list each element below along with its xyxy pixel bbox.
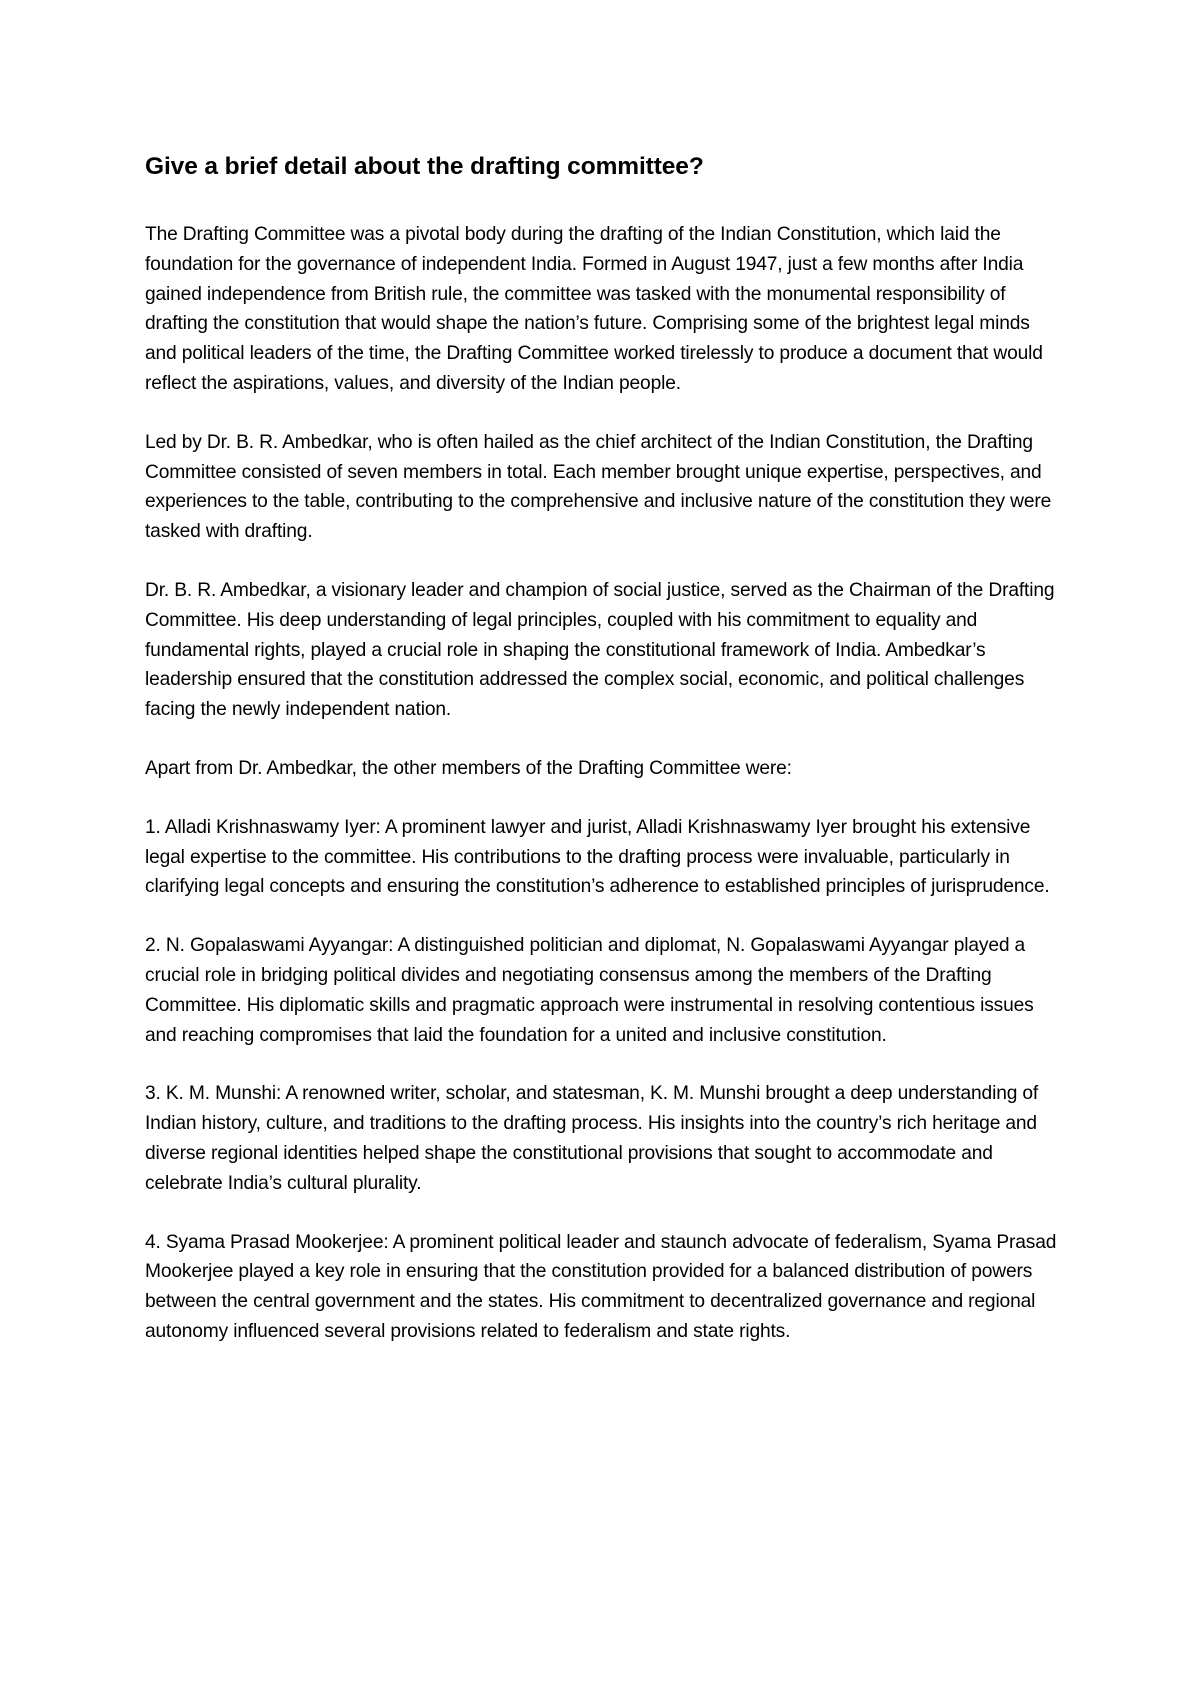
ambedkar-paragraph: Dr. B. R. Ambedkar, a visionary leader and champion of social justice, served as the Chairman of the Drafting Committee. His deep understanding of legal principles, coupled with his commitment to equality and fundamental rights, played a crucial role in shaping the constitutional framework of India. Ambedkar’s leadership ensured that the constitution addressed the complex social, economic, and political challenges facing the newly independent nation. bbox=[145, 579, 1055, 721]
member-item-3: 3. K. M. Munshi: A renowned writer, scholar, and statesman, K. M. Munshi brought a deep understanding of Indian history, culture, and traditions to the drafting process. His insights into the country’s rich heritage and diverse regional identities helped shape the constitutional provisions that sought to accommodate and celebrate India’s cultural plurality. bbox=[145, 1083, 1039, 1194]
members-intro-paragraph: Apart from Dr. Ambedkar, the other members of the Drafting Committee were: bbox=[145, 757, 792, 779]
member-item-2: 2. N. Gopalaswami Ayyangar: A distinguished politician and diplomat, N. Gopalaswami Ayyangar played a crucial role in bridging political divides and negotiating consensus among the members of the Drafting Committee. His diplomatic skills and pragmatic approach were instrumental in resolving contentious issues and reaching compromises that laid the foundation for a united and inclusive constitution. bbox=[145, 935, 1034, 1046]
member-item-4: 4. Syama Prasad Mookerjee: A prominent political leader and staunch advocate of federalism, Syama Prasad Mookerjee played a key role in ensuring that the constitution provided for a balanced distribution of powers between the central government and the states. His commitment to decentralized governance and regional autonomy influenced several provisions related to federalism and state rights. bbox=[145, 1231, 1057, 1342]
document-title: Give a brief detail about the drafting committee? bbox=[145, 153, 704, 180]
intro-paragraph: The Drafting Committee was a pivotal body during the drafting of the Indian Constitution, which laid the foundation for the governance of independent India. Formed in August 1947, just a few months after India gained independence from British rule, the committee was tasked with the monumental responsibility of drafting the constitution that would shape the nation’s future. Comprising some of the brightest legal minds and political leaders of the time, the Drafting Committee worked tirelessly to produce a document that would reflect the aspirations, values, and diversity of the Indian people. bbox=[145, 224, 1043, 394]
member-item-1: 1. Alladi Krishnaswamy Iyer: A prominent lawyer and jurist, Alladi Krishnaswamy Iyer brought his extensive legal expertise to the committee. His contributions to the drafting process were invaluable, particularly in clarifying legal concepts and ensuring the constitution’s adherence to established principles of jurisprudence. bbox=[145, 816, 1050, 898]
leadership-paragraph: Led by Dr. B. R. Ambedkar, who is often hailed as the chief architect of the Indian Constitution, the Drafting Committee consisted of seven members in total. Each member brought unique expertise, perspectives, and experiences to the table, contributing to the comprehensive and inclusive nature of the constitution they were tasked with drafting. bbox=[145, 431, 1052, 543]
document-body bbox=[145, 150, 1065, 1376]
